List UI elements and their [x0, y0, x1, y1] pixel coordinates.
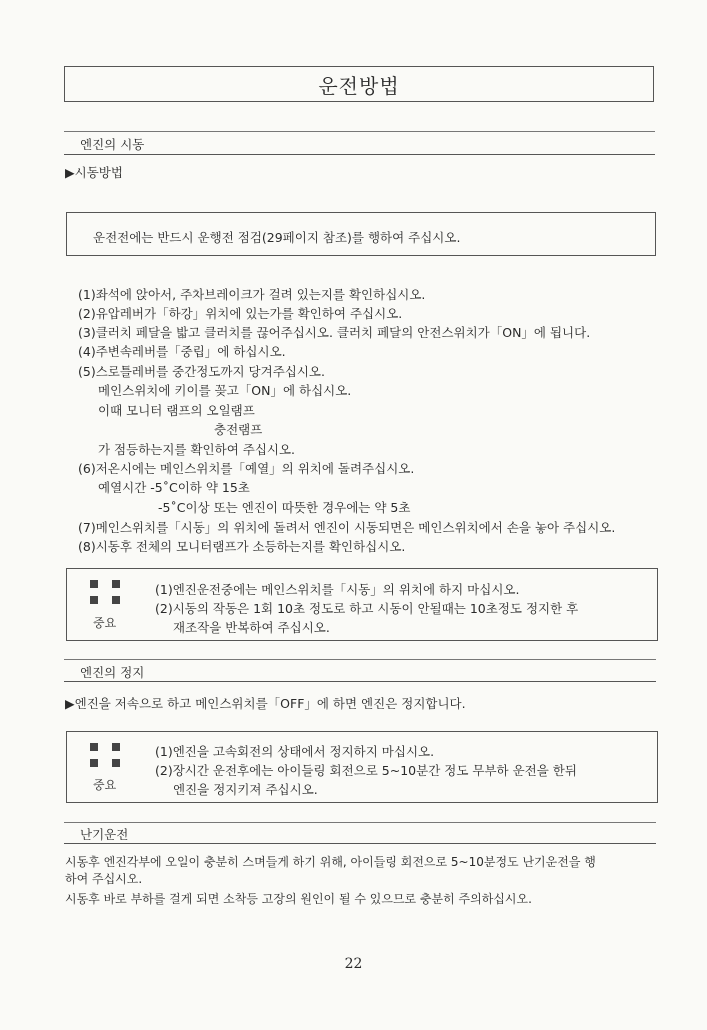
- warning-line-2: (2)시동의 작동은 1회 10초 정도로 하고 시동이 안될때는 10초정도 정지한 후: [155, 601, 579, 616]
- section2-rule-bottom: [64, 681, 656, 682]
- warning-label: 중요: [93, 616, 117, 630]
- warning-box-stop: [66, 731, 658, 803]
- warning-box-start: [66, 568, 658, 641]
- subheading-start-method: ▶시동방법: [65, 165, 123, 180]
- step-3: (3)클러치 페달을 밟고 클러치를 끊어주십시오. 클러치 페달의 안전스위치가「ON」에 됩니다.: [78, 325, 591, 340]
- step-4: (4)주변속레버를「중립」에 하십시오.: [78, 344, 286, 359]
- step-5: (5)스로틀레버를 중간정도까지 당겨주십시오.: [78, 364, 325, 379]
- section3-rule-top: [64, 822, 656, 823]
- step-5-sub-3: 충전램프: [214, 422, 263, 437]
- step-6-sub-2: -5˚C이상 또는 엔진이 따뜻한 경우에는 약 5초: [158, 500, 411, 515]
- section-heading-stop: 엔진의 정지: [80, 665, 145, 680]
- warning-line-3: 재조작을 반복하여 주십시오.: [173, 620, 330, 635]
- warning-line-2: (2)장시간 운전후에는 아이들링 회전으로 5~10분간 정도 무부하 운전을 한뒤: [155, 763, 577, 778]
- warning-line-1: (1)엔진을 고속회전의 상태에서 정지하지 마십시오.: [155, 744, 435, 759]
- warmup-line-2: 하여 주십시오.: [65, 872, 143, 886]
- step-5-sub-2: 이때 모니터 램프의 오일램프: [98, 403, 255, 418]
- step-8: (8)시동후 전체의 모니터램프가 소등하는지를 확인하십시오.: [78, 539, 406, 554]
- section2-rule-top: [64, 659, 656, 660]
- warning-cross-icon: [90, 743, 120, 767]
- pre-operation-notice: [66, 212, 656, 256]
- step-2: (2)유압레버가「하강」위치에 있는가를 확인하여 주십시오.: [78, 306, 403, 321]
- section-rule-bottom: [64, 154, 655, 155]
- warning-line-3: 엔진을 정지키져 주십시오.: [173, 782, 318, 797]
- notice-text: 운전전에는 반드시 운행전 점검(29페이지 참조)를 행하여 주십시오.: [93, 230, 461, 245]
- step-5-sub-1: 메인스위치에 키이를 꽂고「ON」에 하십시오.: [98, 383, 352, 398]
- section-heading-start: 엔진의 시동: [80, 137, 145, 152]
- step-5-sub-4: 가 점등하는지를 확인하여 주십시오.: [98, 442, 296, 457]
- step-6-sub-1: 예열시간 -5˚C이하 약 15초: [98, 480, 250, 495]
- page-number: 22: [344, 956, 363, 972]
- step-6: (6)저온시에는 메인스위치를「예열」의 위치에 돌려주십시오.: [78, 461, 415, 476]
- warning-line-1: (1)엔진운전중에는 메인스위치를「시동」의 위치에 하지 마십시오.: [155, 582, 520, 597]
- page-title-box: [64, 66, 654, 102]
- warning-label: 중요: [93, 778, 117, 792]
- step-1: (1)좌석에 앉아서, 주차브레이크가 걸려 있는지를 확인하십시오.: [78, 287, 426, 302]
- page-title: 운전방법: [318, 73, 400, 98]
- warmup-line-3: 시동후 바로 부하를 걸게 되면 소착등 고장의 원인이 될 수 있으므로 충분히 주의하십시오.: [65, 892, 532, 906]
- stop-instruction: ▶엔진을 저속으로 하고 메인스위치를「OFF」에 하면 엔진은 정지합니다.: [65, 696, 466, 711]
- warmup-line-1: 시동후 엔진각부에 오일이 충분히 스며들게 하기 위해, 아이들링 회전으로 5~10분정도 난기운전을 행: [65, 855, 596, 869]
- step-7: (7)메인스위치를「시동」의 위치에 돌려서 엔진이 시동되면은 메인스위치에서 손을 놓아 주십시오.: [78, 520, 616, 535]
- section3-rule-bottom: [64, 843, 656, 844]
- section-heading-warmup: 난기운전: [80, 827, 129, 842]
- warning-cross-icon: [90, 580, 120, 604]
- section-rule-top: [64, 131, 655, 132]
